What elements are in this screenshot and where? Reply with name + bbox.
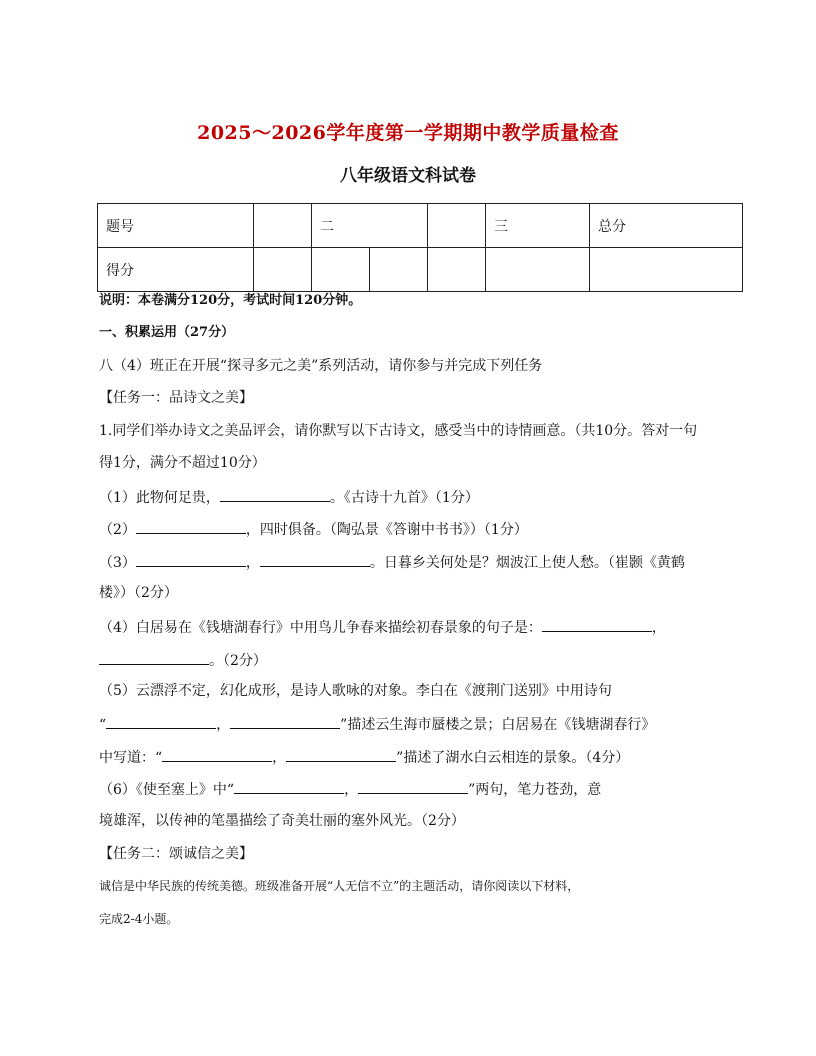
answer-blank[interactable]	[542, 616, 652, 632]
question-text: 境雄浑，以传神的笔墨描绘了奇美壮丽的塞外风光。（2分）	[99, 813, 465, 829]
score-input-cell[interactable]	[486, 248, 590, 292]
material-text: 诚信是中华民族的传统美德。班级准备开展“人无信不立”的主题活动，请你阅读以下材料，	[99, 879, 580, 893]
answer-blank[interactable]	[136, 518, 246, 534]
question-text: ”描述了湖水白云相连的景象。（4分）	[396, 750, 630, 766]
table-cell	[254, 204, 312, 248]
task-heading: 【任务二：颂诚信之美】	[99, 846, 253, 862]
question-text: （4）白居易在《钱塘湖春行》中用鸟儿争春来描绘初春景象的句子是：	[99, 620, 542, 636]
question-text: （6）《使至塞上》中“	[99, 782, 235, 798]
exam-note: 说明：本卷满分120分，考试时间120分钟。	[99, 293, 362, 308]
material-text: 完成2-4小题。	[99, 912, 179, 926]
exam-title: 2025～2026学年度第一学期期中教学质量检查	[197, 122, 619, 144]
answer-blank[interactable]	[162, 746, 272, 762]
question-item	[99, 518, 528, 540]
score-input-cell[interactable]	[370, 248, 428, 292]
question-item	[99, 778, 601, 800]
answer-blank[interactable]	[99, 649, 209, 665]
section-heading: 一、积累运用（27分）	[99, 325, 235, 340]
table-cell: 总分	[590, 204, 743, 248]
score-table-header-row	[98, 204, 743, 248]
question-text: （3）	[99, 555, 136, 571]
activity-intro: 八（4）班正在开展“探寻多元之美”系列活动，请你参与并完成下列任务	[99, 358, 543, 374]
question-text: “	[99, 717, 107, 733]
question-text: 楼》）（2分）	[99, 585, 178, 601]
question-text: 。《古诗十九首》（1分）	[329, 490, 479, 506]
question-text: 得1分，满分不超过10分）	[99, 455, 266, 471]
question-text: （1）此物何足贵，	[99, 490, 220, 506]
table-cell: 三	[486, 204, 590, 248]
answer-blank[interactable]	[358, 778, 468, 794]
question-text: ，	[651, 620, 666, 636]
question-text: ，	[344, 782, 359, 798]
score-input-cell[interactable]	[428, 248, 486, 292]
answer-blank[interactable]	[260, 551, 370, 567]
answer-blank[interactable]	[106, 713, 216, 729]
answer-blank[interactable]	[230, 713, 340, 729]
answer-blank[interactable]	[234, 778, 344, 794]
answer-blank[interactable]	[220, 486, 330, 502]
question-text: 。（2分）	[209, 653, 267, 669]
question-text: 中写道：“	[99, 750, 163, 766]
question-text: ”两句，笔力苍劲，意	[468, 782, 602, 798]
exam-subtitle: 八年级语文科试卷	[340, 166, 476, 186]
score-input-cell[interactable]	[312, 248, 370, 292]
question-text: （5）云漂浮不定，幻化成形，是诗人歌咏的对象。李白在《渡荆门送别》中用诗句	[99, 683, 612, 699]
table-cell: 得分	[98, 248, 254, 292]
question-item	[99, 551, 685, 573]
question-text: ，	[216, 717, 231, 733]
question-item	[99, 746, 629, 768]
question-item	[99, 486, 479, 508]
table-cell: 题号	[98, 204, 254, 248]
score-input-cell[interactable]	[590, 248, 743, 292]
question-text: （2）	[99, 522, 136, 538]
task-heading: 【任务一：品诗文之美】	[99, 390, 253, 406]
question-item	[99, 616, 666, 638]
question-text: 1.同学们举办诗文之美品评会，请你默写以下古诗文，感受当中的诗情画意。（共10分。答对一句	[99, 423, 698, 439]
question-text: ，	[272, 750, 287, 766]
table-cell	[428, 204, 486, 248]
question-item	[99, 713, 655, 735]
question-item	[99, 649, 267, 671]
question-text: ，四时俱备。（陶弘景《答谢中书书》）（1分）	[245, 522, 528, 538]
score-table-score-row	[98, 248, 743, 292]
score-input-cell[interactable]	[254, 248, 312, 292]
question-text: ，	[245, 555, 260, 571]
answer-blank[interactable]	[286, 746, 396, 762]
question-text: ”描述云生海市蜃楼之景；白居易在《钱塘湖春行》	[340, 717, 656, 733]
answer-blank[interactable]	[136, 551, 246, 567]
question-text: 。日暮乡关何处是？烟波江上使人愁。（崔颢《黄鹤	[369, 555, 685, 571]
score-table	[97, 203, 743, 292]
table-cell: 二	[312, 204, 428, 248]
